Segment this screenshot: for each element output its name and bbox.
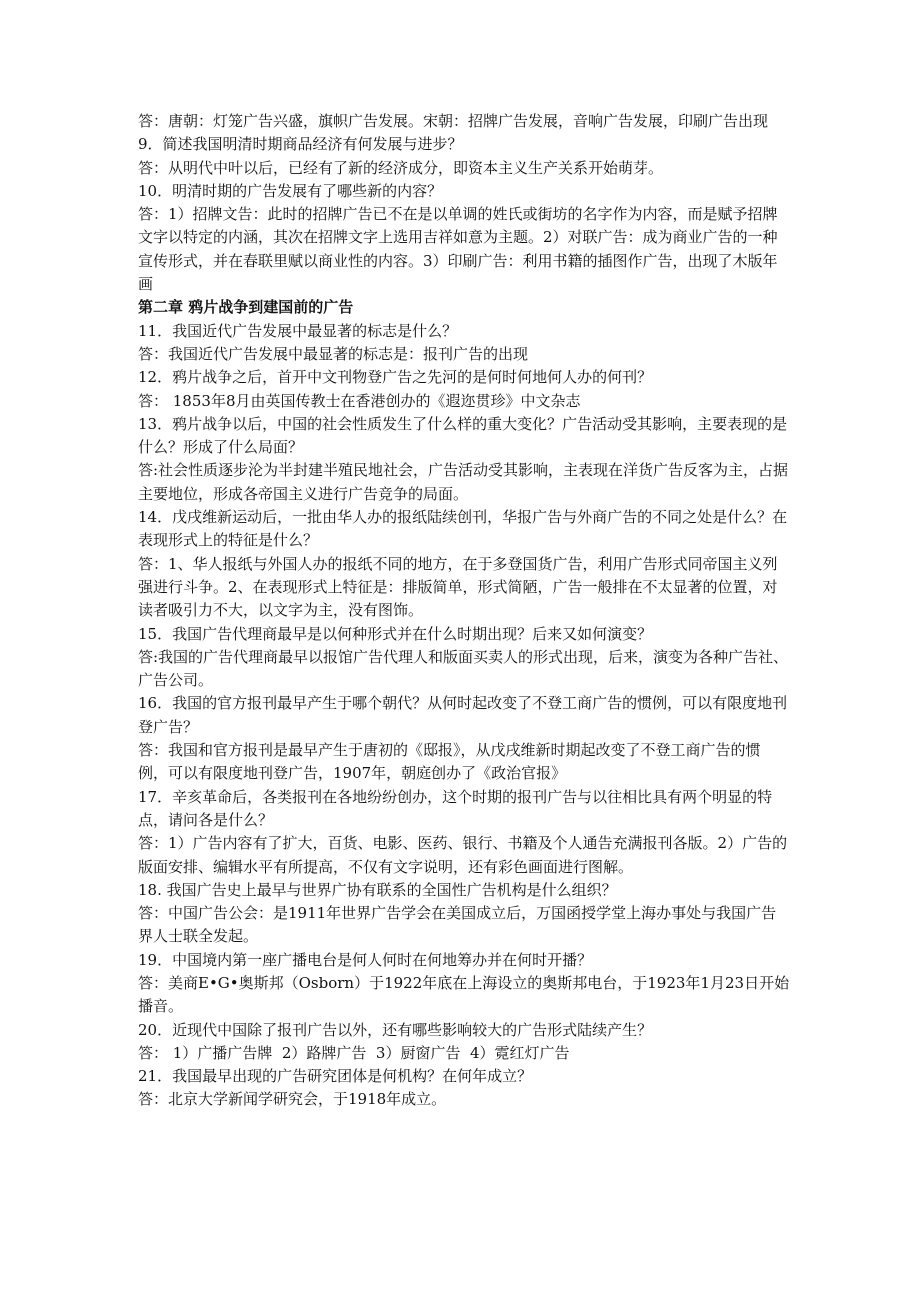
- answer-text: 答：唐朝：灯笼广告兴盛，旗帜广告发展。宋朝：招牌广告发展，音响广告发展，印刷广告出现: [138, 112, 769, 130]
- question-text: 10．明清时期的广告发展有了哪些新的内容？: [138, 181, 443, 200]
- question-text: 16．我国的官方报刊最早产生于哪个朝代？从何时起改变了不登工商广告的惯例，可以有限度地刊登广告？: [138, 694, 788, 736]
- question-text: 17．辛亥革命后，各类报刊在各地纷纷创办，这个时期的报刊广告与以往相比具有两个明显的特点，请问各是什么？: [138, 787, 773, 829]
- question-text: 19．中国境内第一座广播电台是何人何时在何地筹办并在何时开播？: [138, 950, 593, 969]
- answer-text: 答：1）广告内容有了扩大，百货、电影、医药、银行、书籍及个人通告充满报刊各版。2）广告的版面安排、编辑水平有所提高，不仅有文字说明，还有彩色画面进行图解。: [138, 834, 788, 876]
- question-text: 20．近现代中国除了报刊广告以外，还有哪些影响较大的广告形式陆续产生？: [138, 1020, 653, 1039]
- question-text: 14．戊戌维新运动后，一批由华人办的报纸陆续创刊，华报广告与外商广告的不同之处是什么？在表现形式上的特征是什么？: [138, 508, 788, 550]
- question-text: 13．鸦片战争以后，中国的社会性质发生了什么样的重大变化？广告活动受其影响，主要表现的是什么？形成了什么局面？: [138, 414, 788, 457]
- question-text: 11．我国近代广告发展中最显著的标志是什么？: [138, 321, 458, 340]
- answer-text: 答：1、华人报纸与外国人办的报纸不同的地方，在于多登国货广告，利用广告形式同帝国主义列强进行斗争。2、在表现形式上特征是：排版简单，形式简陋，广告一般排在不太显著的位置，对读者吸引力不大，以文字为主，没有图饰。: [138, 554, 778, 620]
- question-text: 9．简述我国明清时期商品经济有何发展与进步？: [138, 135, 463, 154]
- question-text: 18. 我国广告史上最早与世界广协有联系的全国性广告机构是什么组织？: [138, 880, 617, 899]
- answer-text: 答： 1）广播广告牌 2）路牌广告 3）厨窗广告 4）霓红灯广告: [138, 1043, 570, 1062]
- chapter-heading: 第二章 鸦片战争到建国前的广告: [138, 298, 354, 317]
- answer-text: 答：我国和官方报刊是最早产生于唐初的《邸报》，从戊戌维新时期起改变了不登工商广告的惯例，可以有限度地刊登广告，1907年，朝庭创办了《政治官报》: [138, 741, 761, 783]
- answer-text: 答:我国的广告代理商最早以报馆广告代理人和版面买卖人的形式出现，后来，演变为各种广告社、广告公司。: [138, 647, 789, 690]
- answer-text: 答：我国近代广告发展中最显著的标志是：报刊广告的出现: [138, 344, 529, 363]
- question-text: 15．我国广告代理商最早是以何种形式并在什么时期出现？后来又如何演变？: [138, 624, 653, 643]
- answer-text: 答：从明代中叶以后，已经有了新的经济成分，即资本主义生产关系开始萌芽。: [138, 158, 664, 177]
- answer-text: 答：1）招牌文告：此时的招牌广告已不在是以单调的姓氏或街坊的名字作为内容，而是赋予招牌文字以特定的内涵，其次在招牌文字上选用吉祥如意为主题。2）对联广告：成为商业广告的一种宣传形式，并在春联里赋以商业性的内容。3）印刷广告：利用书籍的插图作广告，出现了木版年画: [138, 205, 778, 294]
- answer-text: 答：美商E•G•奥斯邦（Osborn）于1922年底在上海设立的奥斯邦电台，于1923年1月23日开始播音。: [138, 973, 790, 1016]
- document-page: [138, 110, 790, 1112]
- answer-text: 答：中国广告公会：是1911年世界广告学会在美国成立后，万国函授学堂上海办事处与我国广告界人士联全发起。: [138, 904, 777, 946]
- question-text: 21．我国最早出现的广告研究团体是何机构？在何年成立？: [138, 1067, 533, 1086]
- answer-text: 答： 1853年8月由英国传教士在香港创办的《遐迩贯珍》中文杂志: [138, 391, 581, 410]
- answer-text: 答:社会性质逐步沦为半封建半殖民地社会，广告活动受其影响，主表现在洋货广告反客为主，占据主要地位，形成各帝国主义进行广告竞争的局面。: [138, 461, 789, 503]
- question-text: 12．鸦片战争之后，首开中文刊物登广告之先河的是何时何地何人办的何刊？: [138, 368, 653, 387]
- answer-text: 答：北京大学新闻学研究会，于1918年成立。: [138, 1090, 447, 1109]
